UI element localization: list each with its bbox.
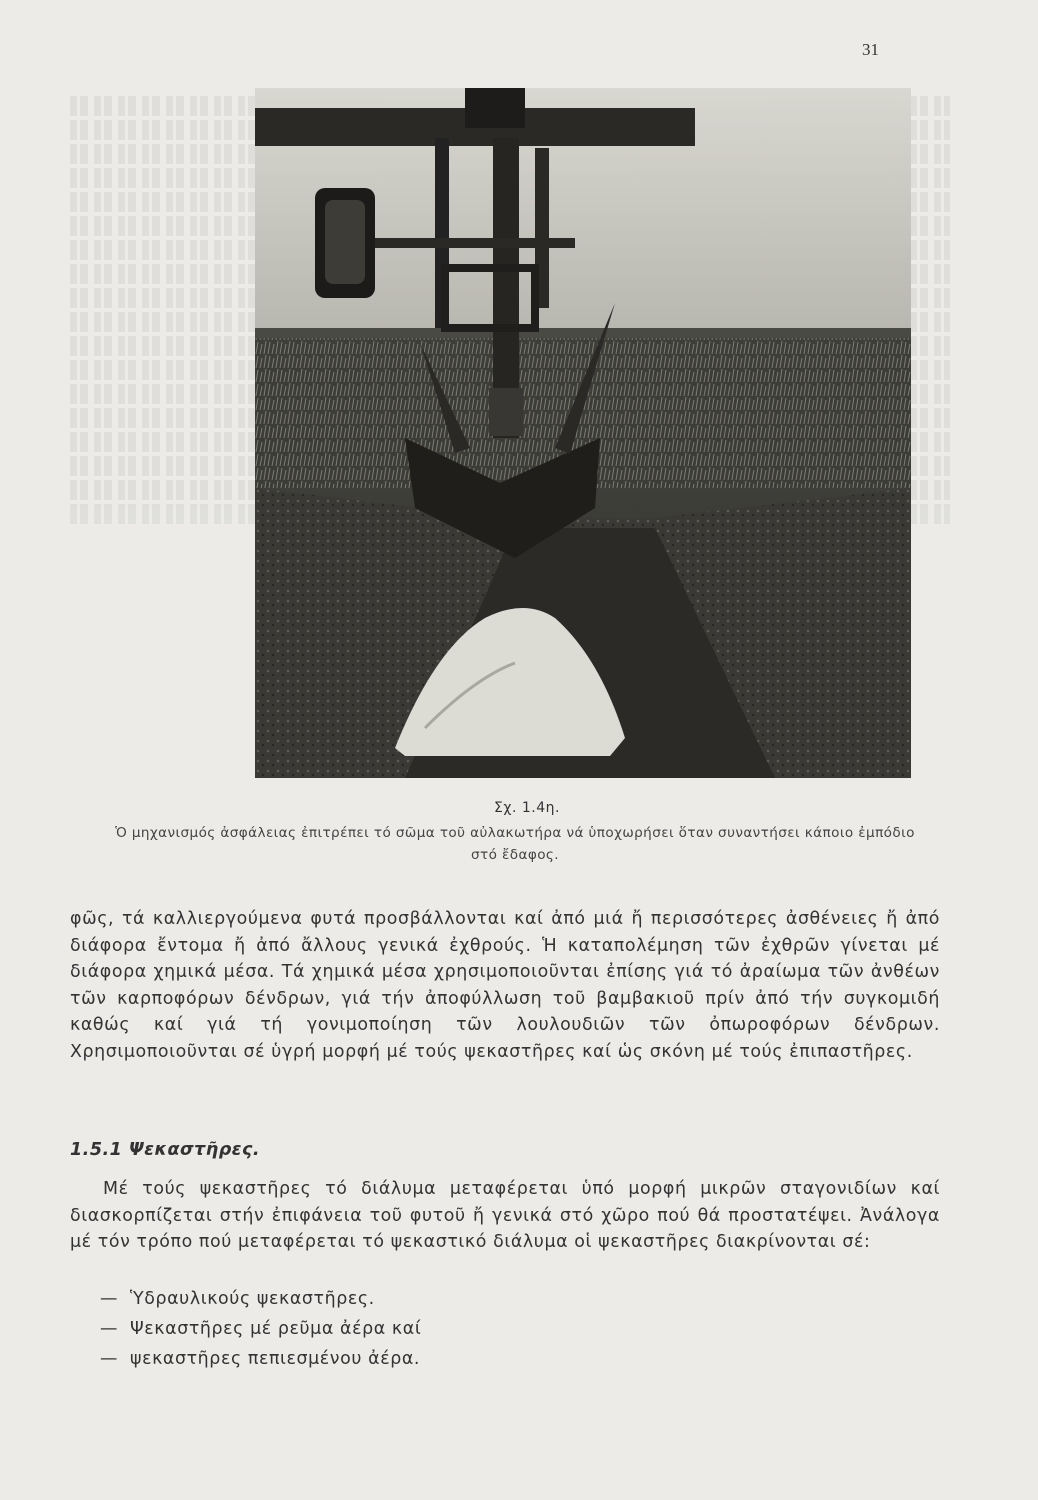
sprayer-types-list: [100, 1284, 421, 1374]
list-dash: —: [100, 1289, 118, 1309]
list-dash: —: [100, 1349, 118, 1369]
list-item: [100, 1344, 421, 1374]
figure-label: Σχ. 1.4η.: [494, 800, 560, 816]
list-item-text: ψεκαστῆρες πεπιεσμένου ἀέρα.: [130, 1349, 421, 1369]
figure-caption: Ὁ μηχανισμός ἀσφάλειας ἐπιτρέπει τό σῶμα τοῦ αὐλακωτήρα νά ὑποχωρήσει ὅταν συναντήσει κάποιο ἐμπόδιο στό ἔδαφος.: [115, 825, 915, 863]
list-dash: —: [100, 1319, 118, 1339]
list-item-text: Ὑδραυλικούς ψεκαστῆρες.: [130, 1289, 375, 1309]
list-item-text: Ψεκαστῆρες μέ ρεῦμα ἀέρα καί: [130, 1319, 422, 1339]
section-heading: 1.5.1 Ψεκαστῆρες.: [70, 1140, 261, 1160]
page-number: 31: [862, 40, 879, 59]
list-item: [100, 1314, 421, 1344]
plow-photo-illustration: [255, 88, 911, 778]
plow-photograph: [255, 88, 911, 778]
paragraph-sprayers: Μέ τούς ψεκαστῆρες τό διάλυμα μεταφέρεται ὑπό μορφή μικρῶν σταγονιδίων καί διασκορπίζεται στήν ἐπιφάνεια τοῦ φυτοῦ ἤ γενικά στό χῶρο πού θά προστατέψει. Ἀνάλογα μέ τόν τρόπο πού μεταφέρεται τό ψεκαστικό διάλυμα οἱ ψεκαστῆρες διακρίνονται σέ:: [70, 1179, 940, 1252]
paragraph-spraying-intro: φῶς, τά καλλιεργούμενα φυτά προσβάλλονται καί ἀπό μιά ἤ περισσότερες ἀσθένειες ἤ ἀπό διάφορα ἔντομα ἤ ἀπό ἄλλους γενικά ἐχθρούς. Ἡ καταπολέμηση τῶν ἐχθρῶν γίνεται μέ διάφορα χημικά μέσα. Τά χημικά μέσα χρησιμοποιοῦνται ἐπίσης γιά τό ἀραίωμα τῶν ἀνθέων τῶν καρποφόρων δένδρων, γιά τήν ἀποφύλλωση τοῦ βαμβακιοῦ πρίν ἀπό τήν συγκομιδή καθώς καί γιά τή γονιμοποίηση τῶν λουλουδιῶν τῶν ὀπωροφόρων δένδρων. Χρησιμοποιοῦνται σέ ὑγρή μορφή μέ τούς ψεκαστῆρες καί ὡς σκόνη μέ τούς ἐπιπαστῆρες.: [70, 909, 940, 1062]
list-item: [100, 1284, 421, 1314]
